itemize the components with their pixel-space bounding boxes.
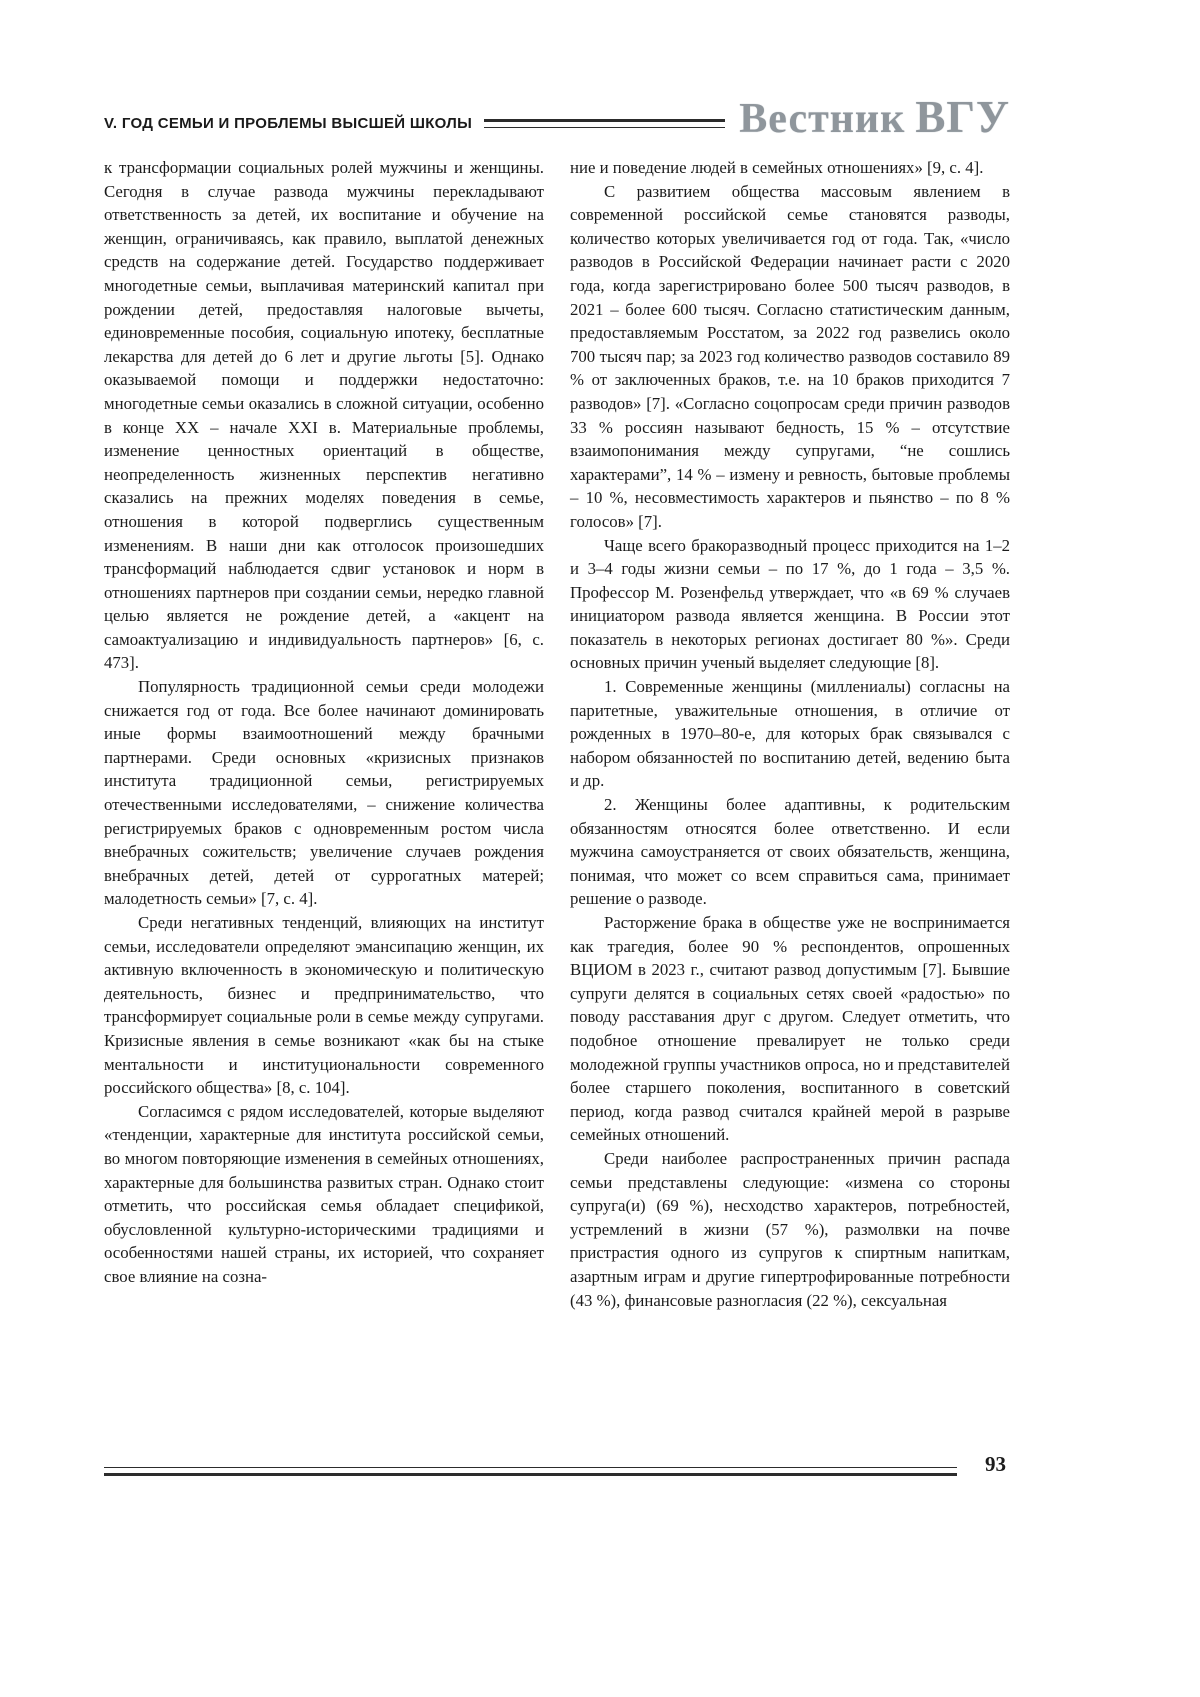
- paragraph: к трансформации социальных ролей мужчины и женщины. Сегодня в случае развода мужчины перекладывают ответственность за детей, их воспитание и обучение на женщин, ограничиваясь, как правило, выплатой денежных средств на содержание детей. Государство поддерживает многодетные семьи, выплачивая материнский капитал при рождении детей, предоставляя налоговые вычеты, единовременные пособия, социальную ипотеку, бесплатные лекарства для детей до 6 лет и другие льготы [5]. Однако оказываемой помощи и поддержки недостаточно: многодетные семьи оказались в сложной ситуации, особенно в конце XX – начале XXI в. Материальные проблемы, изменение ценностных ориентаций в обществе, неопределенность жизненных перспектив негативно сказались на прежних моделях поведения в семье, отношения в которой подверглись существенным изменениям. В наши дни как отголосок произошедших трансформаций наблюдается сдвиг установок и норм в отношениях партнеров при создании семьи, нередко главной целью является не рождение детей, а «акцент на самоактуализацию и индивидуальность партнеров» [6, с. 473].: [104, 158, 544, 673]
- paragraph: Среди наиболее распространенных причин распада семьи представлены следующие: «измена со стороны супруга(и) (69 %), несходство характеров, потребностей, устремлений в жизни (57 %), размолвки на почве пристрастия одного из супругов к спиртным напиткам, азартным играм и другие гипертрофированные потребности (43 %), финансовые разногласия (22 %), сексуальная: [570, 1148, 1010, 1310]
- page-footer: [104, 1452, 1010, 1477]
- text-column-left: [104, 156, 544, 1312]
- paragraph: С развитием общества массовым явлением в современной российской семье становятся разводы, количество которых увеличивается год от года. Так, «число разводов в Российской Федерации начинает расти с 2020 года, когда зарегистрировано более 500 тысяч разводов, в 2021 – более 600 тысяч. Согласно статистическим данным, предоставляемым Росстатом, за 2022 год развелись около 700 тысяч пар; за 2023 год количество разводов составило 89 % от заключенных браков, т.е. на 10 браков приходится 7 разводов» [7]. «Согласно соцопросам среди причин разводов 33 % россиян называют бедность, 15 % – отсутствие взаимопонимания между супругами, “не сошлись характерами”, 14 % – измену и ревность, бытовые проблемы – 10 %, несовместимость характеров и пьянство – по 8 % голосов» [7].: [570, 181, 1010, 531]
- page-number: 93: [985, 1452, 1006, 1476]
- page-header: [104, 92, 1010, 142]
- text-column-right: [570, 156, 1010, 1312]
- paragraph: Чаще всего бракоразводный процесс приходится на 1–2 и 3–4 годы жизни семьи – по 17 %, до 1 года – 3,5 %. Профессор М. Розенфельд утверждает, что «в 69 % случаев инициатором развода является женщина. В России этот показатель в некоторых регионах достигает 80 %». Среди основных причин ученый выделяет следующие [8].: [570, 535, 1010, 673]
- paragraph: 2. Женщины более адаптивны, к родительским обязанностям относятся более ответственно. И если мужчина самоустраняется от своих обязательств, женщина, понимая, что может со всем справиться сама, принимает решение о разводе.: [570, 795, 1010, 909]
- paragraph: ние и поведение людей в семейных отношениях» [9, с. 4].: [570, 158, 984, 177]
- paragraph: 1. Современные женщины (миллениалы) согласны на паритетные, уважительные отношения, в отличие от рожденных в 1970–80-е, для которых брак связывался с набором обязанностей по воспитанию детей, ведению быта и др.: [570, 677, 1010, 791]
- footer-rule: [104, 1467, 957, 1476]
- text-columns: [104, 156, 1010, 1312]
- paragraph: Популярность традиционной семьи среди молодежи снижается год от года. Все более начинают доминировать иные формы взаимоотношений между брачными партнерами. Среди основных «кризисных признаков института традиционной семьи, регистрируемых отечественными исследователями, – снижение количества регистрируемых браков с одновременным ростом числа внебрачных сожительств; увеличение случаев рождения внебрачных детей, детей от суррогатных матерей; малодетность семьи» [7, с. 4].: [104, 677, 544, 909]
- journal-logo: [739, 91, 1010, 142]
- journal-logo-word-2: ВГУ: [915, 91, 1010, 142]
- paragraph: Расторжение брака в обществе уже не воспринимается как трагедия, более 90 % респондентов, опрошенных ВЦИОМ в 2023 г., считают развод допустимым [7]. Бывшие супруги делятся в социальных сетях своей «радостью» по поводу расставания друг с другом. Следует отметить, что подобное отношение превалирует не только среди молодежной группы участников опроса, но и представителей более старшего поколения, воспитанного в советский период, когда развод считался крайней мерой в разрыве семейных отношений.: [570, 913, 1010, 1145]
- paragraph: Среди негативных тенденций, влияющих на институт семьи, исследователи определяют эмансипацию женщин, их активную включенность в экономическую и политическую деятельность, бизнес и предпринимательство, что трансформирует социальные роли в семье между супругами. Кризисные явления в семье возникают «как бы на стыке ментальности и институциональности современного российского общества» [8, с. 104].: [104, 913, 544, 1098]
- journal-logo-word-1: Вестник: [739, 95, 906, 142]
- section-title: V. ГОД СЕМЬИ И ПРОБЛЕМЫ ВЫСШЕЙ ШКОЛЫ: [104, 115, 473, 132]
- paragraph: Согласимся с рядом исследователей, которые выделяют «тенденции, характерные для института российской семьи, во многом повторяющие изменения в семейных отношениях, характерные для большинства развитых стран. Однако стоит отметить, что российская семья обладает спецификой, обусловленной культурно-историческими традициями и особенностями нашей страны, их историей, что сохраняет свое влияние на созна-: [104, 1101, 544, 1286]
- header-rule: [484, 119, 725, 128]
- page-content: [104, 92, 1010, 1312]
